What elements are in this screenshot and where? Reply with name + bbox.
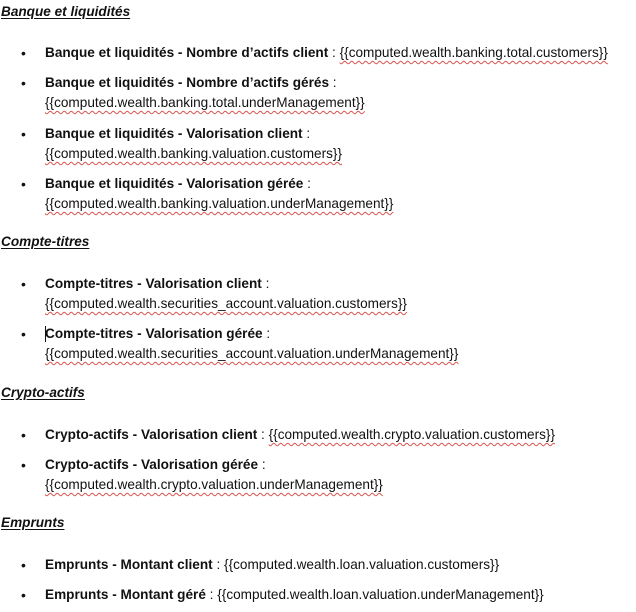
item-category: Banque et liquidités: [45, 45, 175, 60]
item-line[interactable]: [45, 175, 311, 193]
item-label: Valorisation client: [140, 427, 258, 442]
item-category: Emprunts: [45, 587, 109, 602]
item-label: Nombre d’actifs gérés: [186, 75, 330, 90]
item-colon: :: [303, 176, 311, 191]
item-line[interactable]: [45, 74, 337, 92]
template-variable: {{computed.wealth.banking.total.customers}}: [339, 45, 608, 60]
item-line[interactable]: [45, 325, 270, 343]
bullet: •: [21, 587, 26, 603]
item-colon: :: [262, 326, 271, 341]
item-colon: :: [212, 557, 225, 572]
item-label: Valorisation client: [186, 126, 303, 141]
bullet: •: [21, 45, 26, 61]
item-label: Valorisation client: [145, 276, 262, 291]
item-line-continued[interactable]: [45, 345, 458, 363]
item-category: Compte-titres: [45, 276, 134, 291]
item-separator: -: [174, 75, 187, 90]
item-colon: :: [261, 276, 270, 291]
section-heading-banking: Banque et liquidités: [1, 4, 131, 19]
item-separator: -: [133, 276, 146, 291]
item-colon: :: [257, 427, 269, 442]
bullet: •: [21, 326, 26, 342]
item-category: Banque et liquidités: [45, 75, 175, 90]
item-separator: -: [174, 126, 187, 141]
template-variable: {{computed.wealth.banking.total.underManagement}}: [45, 95, 365, 110]
item-category: Crypto-actifs: [45, 427, 129, 442]
item-line-continued[interactable]: [45, 145, 342, 163]
template-variable: {{computed.wealth.loan.valuation.customers}}: [224, 557, 500, 572]
template-variable: {{computed.wealth.banking.valuation.underManagement}}: [45, 196, 394, 211]
item-separator: -: [108, 587, 121, 602]
item-colon: :: [258, 457, 266, 472]
item-line[interactable]: [45, 426, 555, 444]
item-separator: -: [174, 176, 187, 191]
item-category: Banque et liquidités: [45, 126, 175, 141]
item-separator: -: [128, 457, 141, 472]
item-label: Montant géré: [120, 587, 206, 602]
item-label: Nombre d’actifs client: [186, 45, 329, 60]
item-line-continued[interactable]: [45, 94, 365, 112]
item-line[interactable]: [45, 44, 608, 62]
item-colon: :: [205, 587, 218, 602]
item-line-continued[interactable]: [45, 476, 383, 494]
item-line-continued[interactable]: [45, 295, 407, 313]
bullet: •: [21, 557, 26, 573]
template-variable: {{computed.wealth.crypto.valuation.underManagement}}: [45, 477, 383, 492]
item-category: Emprunts: [45, 557, 109, 572]
bullet: •: [21, 176, 26, 192]
item-label: Valorisation gérée: [145, 326, 263, 341]
item-label: Valorisation gérée: [140, 457, 259, 472]
bullet: •: [21, 457, 26, 473]
item-label: Valorisation gérée: [186, 176, 304, 191]
bullet: •: [21, 75, 26, 91]
section-heading-crypto: Crypto-actifs: [1, 385, 85, 400]
bullet: •: [21, 126, 26, 142]
item-label: Montant client: [120, 557, 213, 572]
item-colon: :: [329, 75, 337, 90]
item-separator: -: [133, 326, 146, 341]
section-heading-securities: Compte-titres: [1, 234, 90, 249]
item-separator: -: [108, 557, 121, 572]
bullet: •: [21, 276, 26, 292]
item-separator: -: [174, 45, 187, 60]
item-line[interactable]: [45, 275, 269, 293]
template-variable: {{computed.wealth.loan.valuation.underManagement}}: [217, 587, 544, 602]
item-line-continued[interactable]: [45, 195, 393, 213]
template-variable: {{computed.wealth.crypto.valuation.customers}}: [268, 427, 556, 442]
item-line[interactable]: [45, 125, 310, 143]
item-line[interactable]: [45, 556, 499, 574]
section-heading-loans: Emprunts: [1, 515, 65, 530]
template-variable: {{computed.wealth.securities_account.valuation.customers}}: [45, 296, 407, 311]
item-separator: -: [128, 427, 141, 442]
bullet: •: [21, 427, 26, 443]
item-line[interactable]: [45, 586, 544, 604]
item-category: Crypto-actifs: [45, 457, 129, 472]
item-category: Banque et liquidités: [45, 176, 175, 191]
item-line[interactable]: [45, 456, 266, 474]
template-variable: {{computed.wealth.securities_account.valuation.underManagement}}: [45, 346, 459, 361]
item-colon: :: [328, 45, 340, 60]
item-category: Compte-titres: [45, 326, 134, 341]
template-variable: {{computed.wealth.banking.valuation.customers}}: [45, 146, 342, 161]
item-colon: :: [302, 126, 311, 141]
